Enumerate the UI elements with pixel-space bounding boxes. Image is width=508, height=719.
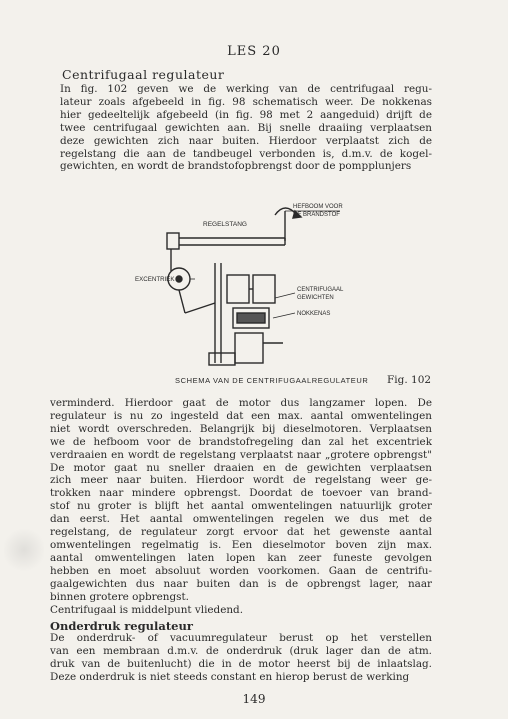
text-line: omwentelingen regelmatig is. Een dieselmotor boven zijn max. bbox=[50, 538, 432, 551]
paragraph-explanation bbox=[50, 397, 432, 616]
text-line: hier gedeeltelijk afgebeeld (in fig. 98 met 2 aangeduid) drijft de bbox=[60, 108, 432, 121]
text-line: twee centrifugaal gewichten aan. Bij snelle draaiing verplaatsen bbox=[60, 121, 432, 134]
section-title-centrifugaal: Centrifugaal regulateur bbox=[62, 67, 225, 82]
text-line: niet wordt overschreden. Belangrijk bij dieselmotoren. Verplaatsen bbox=[50, 422, 432, 435]
text-line: we de hefboom voor de brandstofregeling dan zal het excentriek bbox=[50, 435, 432, 448]
lesson-header: LES 20 bbox=[227, 44, 281, 59]
text-line: trokken naar mindere opbrengst. Doordat de toevoer van brand- bbox=[50, 487, 432, 500]
text-line: De motor gaat nu sneller draaien en de gewichten verplaatsen bbox=[50, 461, 432, 474]
label-excentriek: EXCENTRIEK bbox=[135, 276, 175, 283]
text-line: deze gewichten zich naar buiten. Hierdoor verplaatst zich de bbox=[60, 134, 432, 147]
text-line: binnen grotere opbrengst. bbox=[50, 590, 189, 603]
text-line: Deze onderdruk is niet steeds constant en hierop berust de werking bbox=[50, 670, 410, 683]
text-line: van een membraan d.m.v. de onderdruk (druk lager dan de atm. bbox=[50, 644, 432, 657]
label-hefboom-1: HEFBOOM VOOR bbox=[293, 204, 343, 210]
text-line: verminderd. Hierdoor gaat de motor dus langzamer lopen. De bbox=[50, 397, 432, 409]
text-line: dan eerst. Het aantal omwentelingen regelen we dus met de bbox=[50, 513, 432, 526]
bleed-through-mark bbox=[4, 520, 44, 580]
text-line: stof nu groter is blijft het aantal omwentelingen natuurlijk groter bbox=[50, 500, 432, 513]
text-line: druk van de buitenlucht) die in de motor heerst bij de inlaatslag. bbox=[50, 657, 432, 670]
label-centrifugaal-2: GEWICHTEN bbox=[297, 295, 334, 301]
section-title-onderdruk: Onderdruk regulateur bbox=[50, 619, 193, 633]
figure-caption: SCHEMA VAN DE CENTRIFUGAALREGULATEUR bbox=[175, 376, 369, 385]
text-line: zich meer naar buiten. Hierdoor wordt de regelstang weer ge- bbox=[50, 474, 432, 487]
text-line: De onderdruk- of vacuumregulateur berust op het verstellen bbox=[50, 632, 432, 644]
paragraph-intro bbox=[60, 83, 432, 173]
text-line: gewichten, en wordt de brandstofopbrengst door de pompplunjers bbox=[60, 160, 412, 173]
text-line: regulateur is nu zo ingesteld dat een max. aantal omwentelingen bbox=[50, 409, 432, 422]
text-line: regelstang die aan de tandbeugel verbonden is, d.m.v. de kogel- bbox=[60, 147, 432, 160]
label-hefboom-2: DE BRANDSTOF bbox=[293, 212, 340, 218]
text-line: In fig. 102 geven we de werking van de centrifugaal regu- bbox=[60, 83, 432, 95]
regulator-schematic bbox=[135, 193, 435, 393]
text-line: aantal omwentelingen laten lopen kan zeer funeste gevolgen bbox=[50, 551, 432, 564]
label-nokkenas: NOKKENAS bbox=[297, 311, 331, 317]
text-line: Centrifugaal is middelpunt vliedend. bbox=[50, 603, 243, 616]
text-line: regelstang, de regulateur zorgt ervoor dat het gewenste aantal bbox=[50, 526, 432, 539]
page-number: 149 bbox=[242, 692, 266, 706]
text-line: lateur zoals afgebeeld in fig. 98 schematisch weer. De nokkenas bbox=[60, 95, 432, 108]
paragraph-onderdruk bbox=[50, 632, 432, 684]
label-regelstang: REGELSTANG bbox=[203, 221, 247, 228]
text-line: hebben en moet absoluut worden voorkomen. Gaan de centrifu- bbox=[50, 564, 432, 577]
label-centrifugaal-1: CENTRIFUGAAL bbox=[297, 287, 344, 293]
figure-102-diagram bbox=[135, 193, 435, 393]
figure-number: Fig. 102 bbox=[387, 374, 432, 386]
text-line: verdraaien en wordt de regelstang verplaatst naar „grotere opbrengst" bbox=[50, 448, 432, 461]
text-line: gaalgewichten dus naar buiten dan is de opbrengst lager, naar bbox=[50, 577, 432, 590]
